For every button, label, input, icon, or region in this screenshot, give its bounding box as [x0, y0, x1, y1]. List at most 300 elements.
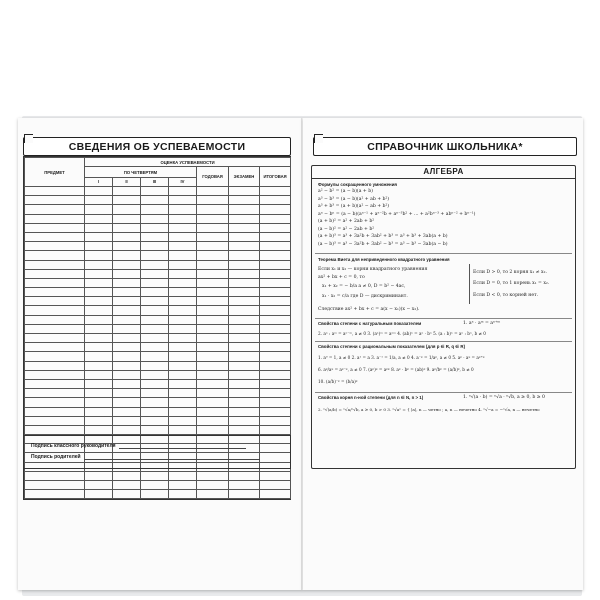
- grade-cell[interactable]: [169, 398, 197, 407]
- grade-cell[interactable]: [141, 288, 169, 297]
- vieta-line-1: Если x₁ и x₂ — корни квадратного уравнения: [318, 267, 428, 272]
- table-row: [25, 205, 291, 214]
- rat-line-2: 6. aᵖ/aᵠ = aᵖ⁻ᵠ, a ≠ 0 7. (aᵖ)ᵠ = aᵖᵠ 8. aᵖ · bᵖ = (ab)ᵖ 9. aᵖ/bᵖ = (a/b)ᵖ, b ≠ 0: [318, 367, 474, 372]
- grade-cell[interactable]: [141, 297, 169, 306]
- subject-cell[interactable]: [25, 361, 85, 370]
- table-row: [25, 242, 291, 251]
- grade-cell[interactable]: [260, 269, 291, 278]
- grade-cell[interactable]: [113, 232, 141, 241]
- grade-cell[interactable]: [260, 490, 291, 499]
- grade-cell[interactable]: [141, 278, 169, 287]
- table-row: [25, 379, 291, 388]
- quarter-2-header: II: [113, 177, 141, 186]
- grade-cell[interactable]: [229, 379, 260, 388]
- grade-cell[interactable]: [113, 297, 141, 306]
- grade-cell[interactable]: [260, 343, 291, 352]
- subject-cell[interactable]: [25, 370, 85, 379]
- algebra-box: [311, 165, 576, 469]
- grades-header: ОЦЕНКА УСПЕВАЕМОСТИ: [85, 158, 291, 167]
- subject-cell[interactable]: [25, 269, 85, 278]
- grade-cell[interactable]: [260, 205, 291, 214]
- grade-cell[interactable]: [141, 232, 169, 241]
- vieta-line-3: x₁ + x₂ = − b/a a ≠ 0, D = b² − 4ac,: [322, 284, 406, 289]
- grade-cell[interactable]: [260, 481, 291, 490]
- grade-cell[interactable]: [169, 379, 197, 388]
- grade-cell[interactable]: [141, 490, 169, 499]
- table-row: [25, 269, 291, 278]
- grade-cell[interactable]: [141, 379, 169, 388]
- grade-cell[interactable]: [169, 370, 197, 379]
- grade-cell[interactable]: [113, 471, 141, 480]
- grade-cell[interactable]: [141, 407, 169, 416]
- grade-cell[interactable]: [229, 324, 260, 333]
- grade-cell[interactable]: [85, 425, 113, 434]
- grade-cell[interactable]: [229, 352, 260, 361]
- grade-cell[interactable]: [85, 343, 113, 352]
- grade-cell[interactable]: [260, 288, 291, 297]
- subject-cell[interactable]: [25, 471, 85, 480]
- grade-cell[interactable]: [85, 315, 113, 324]
- grade-cell[interactable]: [169, 251, 197, 260]
- rat-title: Свойства степени с рациональным показателем (для p ∈ R, q ∈ R): [318, 344, 466, 349]
- subject-cell[interactable]: [25, 343, 85, 352]
- grade-cell[interactable]: [197, 471, 229, 480]
- grade-cell[interactable]: [197, 389, 229, 398]
- grade-cell[interactable]: [197, 251, 229, 260]
- quarter-4-header: IV: [169, 177, 197, 186]
- grade-cell[interactable]: [260, 278, 291, 287]
- subject-cell[interactable]: [25, 242, 85, 251]
- grade-cell[interactable]: [169, 223, 197, 232]
- grade-cell[interactable]: [260, 370, 291, 379]
- grade-cell[interactable]: [197, 334, 229, 343]
- grade-cell[interactable]: [169, 343, 197, 352]
- grade-cell[interactable]: [113, 269, 141, 278]
- grade-cell[interactable]: [141, 334, 169, 343]
- grade-cell[interactable]: [229, 425, 260, 434]
- table-row: [25, 214, 291, 223]
- teacher-signature-label: Подпись классного руководителя: [31, 443, 116, 449]
- grade-cell[interactable]: [197, 214, 229, 223]
- grade-cell[interactable]: [197, 343, 229, 352]
- grade-cell[interactable]: [85, 471, 113, 480]
- grade-cell[interactable]: [197, 196, 229, 205]
- grade-cell[interactable]: [229, 288, 260, 297]
- subject-cell[interactable]: [25, 260, 85, 269]
- grade-cell[interactable]: [85, 242, 113, 251]
- grade-cell[interactable]: [260, 315, 291, 324]
- grade-cell[interactable]: [197, 278, 229, 287]
- grade-cell[interactable]: [141, 205, 169, 214]
- grade-cell[interactable]: [229, 334, 260, 343]
- grade-cell[interactable]: [197, 187, 229, 196]
- grade-cell[interactable]: [260, 297, 291, 306]
- subject-cell[interactable]: [25, 232, 85, 241]
- nat-line-1: 1. aⁿ · aᵐ = aⁿ⁺ᵐ: [463, 321, 501, 326]
- grade-cell[interactable]: [85, 232, 113, 241]
- grade-cell[interactable]: [85, 481, 113, 490]
- table-row: [25, 481, 291, 490]
- grade-cell[interactable]: [197, 379, 229, 388]
- grade-cell[interactable]: [169, 278, 197, 287]
- grade-cell[interactable]: [197, 223, 229, 232]
- grade-cell[interactable]: [229, 416, 260, 425]
- grade-cell[interactable]: [260, 407, 291, 416]
- parents-signature-label: Подпись родителей: [31, 454, 81, 460]
- grade-cell[interactable]: [85, 306, 113, 315]
- table-row: [25, 187, 291, 196]
- grade-cell[interactable]: [260, 471, 291, 480]
- grade-cell[interactable]: [113, 490, 141, 499]
- grade-cell[interactable]: [229, 361, 260, 370]
- grade-cell[interactable]: [197, 260, 229, 269]
- grade-cell[interactable]: [113, 334, 141, 343]
- table-row: [25, 471, 291, 480]
- grade-cell[interactable]: [141, 223, 169, 232]
- grade-cell[interactable]: [169, 334, 197, 343]
- grade-cell[interactable]: [197, 315, 229, 324]
- grade-cell[interactable]: [113, 242, 141, 251]
- separator: [315, 341, 572, 342]
- grade-cell[interactable]: [260, 214, 291, 223]
- grade-cell[interactable]: [229, 398, 260, 407]
- quarter-3-header: III: [141, 177, 169, 186]
- table-row: [25, 425, 291, 434]
- grade-cell[interactable]: [229, 297, 260, 306]
- grade-cell[interactable]: [141, 370, 169, 379]
- grade-cell[interactable]: [197, 288, 229, 297]
- grade-cell[interactable]: [229, 205, 260, 214]
- grade-cell[interactable]: [85, 223, 113, 232]
- subject-cell[interactable]: [25, 278, 85, 287]
- table-row: [25, 196, 291, 205]
- grade-cell[interactable]: [229, 242, 260, 251]
- grade-cell[interactable]: [141, 324, 169, 333]
- grade-cell[interactable]: [85, 407, 113, 416]
- grade-cell[interactable]: [141, 251, 169, 260]
- grade-cell[interactable]: [260, 389, 291, 398]
- grade-cell[interactable]: [169, 297, 197, 306]
- grade-cell[interactable]: [85, 490, 113, 499]
- grade-cell[interactable]: [169, 306, 197, 315]
- table-row: [25, 288, 291, 297]
- grade-cell[interactable]: [141, 389, 169, 398]
- separator: [315, 392, 572, 393]
- subject-cell[interactable]: [25, 334, 85, 343]
- subject-cell[interactable]: [25, 297, 85, 306]
- grade-cell[interactable]: [260, 232, 291, 241]
- grade-cell[interactable]: [229, 490, 260, 499]
- grade-cell[interactable]: [85, 398, 113, 407]
- subject-cell[interactable]: [25, 416, 85, 425]
- rat-line-3: 10. (a/b)⁻ᵖ = (b/a)ᵖ: [318, 379, 358, 384]
- grade-cell[interactable]: [113, 196, 141, 205]
- grade-cell[interactable]: [113, 306, 141, 315]
- root-line-2: 2. ⁿ√(a/b) = ⁿ√a/ⁿ√b, a ≥ 0, b > 0 3. ⁿ√aⁿ = { |a|, n — четно ; a, n — нечетно 4. ⁿ√−a = −ⁿ√a, n — нечетно: [318, 407, 540, 412]
- root-line-1: 1. ⁿ√(a · b) = ⁿ√a · ⁿ√b, a ≥ 0, b ≥ 0: [463, 395, 545, 400]
- grade-cell[interactable]: [113, 214, 141, 223]
- grade-cell[interactable]: [260, 260, 291, 269]
- grade-cell[interactable]: [85, 334, 113, 343]
- grade-cell[interactable]: [85, 187, 113, 196]
- table-row: [25, 398, 291, 407]
- grade-cell[interactable]: [260, 306, 291, 315]
- year-header: ГОДОВАЯ: [197, 167, 229, 187]
- grade-cell[interactable]: [141, 471, 169, 480]
- grade-cell[interactable]: [113, 187, 141, 196]
- grade-cell[interactable]: [85, 205, 113, 214]
- grade-cell[interactable]: [197, 306, 229, 315]
- left-title-box: [23, 137, 291, 156]
- grade-cell[interactable]: [169, 481, 197, 490]
- subject-cell[interactable]: [25, 389, 85, 398]
- subject-cell[interactable]: [25, 315, 85, 324]
- grade-cell[interactable]: [113, 343, 141, 352]
- grade-cell[interactable]: [85, 352, 113, 361]
- subject-cell[interactable]: [25, 379, 85, 388]
- table-row: [25, 416, 291, 425]
- grade-cell[interactable]: [229, 315, 260, 324]
- grade-cell[interactable]: [141, 214, 169, 223]
- grade-cell[interactable]: [169, 324, 197, 333]
- grade-cell[interactable]: [229, 223, 260, 232]
- grade-cell[interactable]: [141, 481, 169, 490]
- grade-cell[interactable]: [260, 251, 291, 260]
- grade-cell[interactable]: [169, 490, 197, 499]
- grade-cell[interactable]: [260, 361, 291, 370]
- grade-cell[interactable]: [141, 352, 169, 361]
- grade-cell[interactable]: [141, 416, 169, 425]
- subject-cell[interactable]: [25, 288, 85, 297]
- formula-4: aⁿ − bⁿ = (a − b)(aⁿ⁻¹ + aⁿ⁻²b + aⁿ⁻³b² + ... + a²bⁿ⁻³ + abⁿ⁻² + bⁿ⁻¹): [318, 211, 476, 217]
- vieta-title: Теорема Виета для неприведенного квадратного уравнения: [318, 257, 450, 262]
- table-row: [25, 370, 291, 379]
- grade-cell[interactable]: [229, 251, 260, 260]
- grade-cell[interactable]: [85, 251, 113, 260]
- subject-header: ПРЕДМЕТ: [25, 158, 85, 187]
- grade-cell[interactable]: [197, 324, 229, 333]
- grade-cell[interactable]: [113, 361, 141, 370]
- grade-cell[interactable]: [85, 361, 113, 370]
- grade-cell[interactable]: [113, 389, 141, 398]
- grade-cell[interactable]: [85, 260, 113, 269]
- exam-header: ЭКЗАМЕН: [229, 167, 260, 187]
- grade-cell[interactable]: [141, 196, 169, 205]
- grade-cell[interactable]: [197, 370, 229, 379]
- table-row: [25, 297, 291, 306]
- grade-cell[interactable]: [229, 389, 260, 398]
- grade-cell[interactable]: [260, 242, 291, 251]
- grade-cell[interactable]: [197, 269, 229, 278]
- formulas-title: Формулы сокращенного умножения: [318, 182, 397, 187]
- grade-cell[interactable]: [229, 278, 260, 287]
- grade-cell[interactable]: [85, 416, 113, 425]
- grade-cell[interactable]: [113, 416, 141, 425]
- subject-cell[interactable]: [25, 223, 85, 232]
- grade-cell[interactable]: [260, 416, 291, 425]
- grade-cell[interactable]: [260, 187, 291, 196]
- subject-cell[interactable]: [25, 214, 85, 223]
- grade-cell[interactable]: [229, 260, 260, 269]
- grade-cell[interactable]: [197, 232, 229, 241]
- vieta-right-1: Если D > 0, то 2 корня x₁ ≠ x₂.: [473, 270, 547, 275]
- nat-title: Свойства степени с натуральным показателем: [318, 321, 422, 326]
- grade-cell[interactable]: [169, 214, 197, 223]
- subject-cell[interactable]: [25, 251, 85, 260]
- table-row: [25, 389, 291, 398]
- grade-cell[interactable]: [141, 343, 169, 352]
- grade-cell[interactable]: [113, 425, 141, 434]
- grade-cell[interactable]: [229, 370, 260, 379]
- grade-cell[interactable]: [141, 260, 169, 269]
- table-row: [25, 490, 291, 499]
- teacher-signature-line[interactable]: [31, 443, 246, 449]
- grade-cell[interactable]: [113, 398, 141, 407]
- grade-cell[interactable]: [229, 306, 260, 315]
- formula-8: (a − b)³ = a³ − 3a²b + 3ab² − b³ = a³ − b³ − 3ab(a − b): [318, 241, 448, 247]
- grade-cell[interactable]: [141, 425, 169, 434]
- subject-cell[interactable]: [25, 352, 85, 361]
- grade-cell[interactable]: [260, 223, 291, 232]
- grade-cell[interactable]: [169, 352, 197, 361]
- grade-cell[interactable]: [169, 471, 197, 480]
- table-row: [25, 315, 291, 324]
- grade-cell[interactable]: [85, 389, 113, 398]
- subject-cell[interactable]: [25, 187, 85, 196]
- grade-cell[interactable]: [169, 389, 197, 398]
- grade-cell[interactable]: [85, 269, 113, 278]
- grade-cell[interactable]: [141, 187, 169, 196]
- table-row: [25, 278, 291, 287]
- grade-cell[interactable]: [229, 407, 260, 416]
- grade-cell[interactable]: [260, 352, 291, 361]
- subject-cell[interactable]: [25, 425, 85, 434]
- grade-cell[interactable]: [169, 196, 197, 205]
- vieta-line-4: x₁ · x₂ = c/a где D — дискриминант.: [322, 294, 408, 299]
- subject-cell[interactable]: [25, 407, 85, 416]
- grade-cell[interactable]: [141, 242, 169, 251]
- subject-cell[interactable]: [25, 196, 85, 205]
- grade-cell[interactable]: [113, 481, 141, 490]
- grade-cell[interactable]: [169, 361, 197, 370]
- grade-cell[interactable]: [260, 398, 291, 407]
- grade-cell[interactable]: [113, 288, 141, 297]
- grade-cell[interactable]: [197, 205, 229, 214]
- grade-cell[interactable]: [169, 269, 197, 278]
- grade-cell[interactable]: [141, 306, 169, 315]
- grade-cell[interactable]: [113, 205, 141, 214]
- grade-cell[interactable]: [197, 398, 229, 407]
- subject-cell[interactable]: [25, 205, 85, 214]
- grade-cell[interactable]: [169, 425, 197, 434]
- table-row: [25, 361, 291, 370]
- grade-cell[interactable]: [85, 278, 113, 287]
- subject-cell[interactable]: [25, 490, 85, 499]
- grade-cell[interactable]: [141, 315, 169, 324]
- grade-cell[interactable]: [229, 232, 260, 241]
- grade-cell[interactable]: [169, 407, 197, 416]
- vieta-line-2: ax² + bx + c = 0, то: [318, 275, 365, 280]
- grade-cell[interactable]: [141, 361, 169, 370]
- grade-cell[interactable]: [197, 361, 229, 370]
- grade-cell[interactable]: [260, 196, 291, 205]
- grade-cell[interactable]: [197, 352, 229, 361]
- signature-box: [23, 435, 291, 469]
- grade-cell[interactable]: [85, 297, 113, 306]
- vieta-right-3: Если D < 0, то корней нет.: [473, 293, 539, 298]
- table-row: [25, 232, 291, 241]
- grade-cell[interactable]: [229, 187, 260, 196]
- grade-cell[interactable]: [169, 416, 197, 425]
- grade-cell[interactable]: [169, 232, 197, 241]
- grade-cell[interactable]: [197, 242, 229, 251]
- grade-cell[interactable]: [85, 379, 113, 388]
- grade-cell[interactable]: [197, 425, 229, 434]
- grade-cell[interactable]: [229, 269, 260, 278]
- grade-cell[interactable]: [85, 214, 113, 223]
- grade-cell[interactable]: [197, 297, 229, 306]
- grade-cell[interactable]: [113, 324, 141, 333]
- subject-cell[interactable]: [25, 398, 85, 407]
- grade-cell[interactable]: [229, 343, 260, 352]
- grade-cell[interactable]: [169, 260, 197, 269]
- grade-cell[interactable]: [113, 352, 141, 361]
- grade-cell[interactable]: [113, 379, 141, 388]
- grade-cell[interactable]: [197, 481, 229, 490]
- grade-cell[interactable]: [169, 315, 197, 324]
- grade-cell[interactable]: [229, 481, 260, 490]
- separator: [315, 318, 572, 319]
- grade-cell[interactable]: [113, 370, 141, 379]
- grade-cell[interactable]: [169, 288, 197, 297]
- grade-cell[interactable]: [141, 269, 169, 278]
- grade-cell[interactable]: [260, 425, 291, 434]
- grade-cell[interactable]: [197, 407, 229, 416]
- formula-1: a² − b² = (a − b)(a + b): [318, 189, 373, 194]
- grade-cell[interactable]: [85, 196, 113, 205]
- grade-cell[interactable]: [169, 205, 197, 214]
- grade-cell[interactable]: [229, 471, 260, 480]
- grade-cell[interactable]: [113, 278, 141, 287]
- grade-cell[interactable]: [113, 223, 141, 232]
- vieta-divider: [469, 264, 470, 304]
- subject-cell[interactable]: [25, 324, 85, 333]
- grade-cell[interactable]: [229, 196, 260, 205]
- grade-cell[interactable]: [85, 370, 113, 379]
- grade-cell[interactable]: [113, 407, 141, 416]
- subject-cell[interactable]: [25, 306, 85, 315]
- subject-cell[interactable]: [25, 481, 85, 490]
- grade-cell[interactable]: [260, 324, 291, 333]
- grade-cell[interactable]: [229, 214, 260, 223]
- grade-cell[interactable]: [85, 288, 113, 297]
- grade-cell[interactable]: [260, 334, 291, 343]
- nat-line-2: 2. aⁿ : aᵐ = aⁿ⁻ᵐ, a ≠ 0 3. (aⁿ)ᵐ = aⁿᵐ 4. (ab)ⁿ = aⁿ · bⁿ 5. (a : b)ⁿ = aⁿ : bⁿ, b ≠ 0: [318, 331, 486, 336]
- table-row: [25, 251, 291, 260]
- grade-cell[interactable]: [260, 379, 291, 388]
- grade-cell[interactable]: [197, 490, 229, 499]
- parents-signature-line[interactable]: [31, 454, 260, 460]
- grade-cell[interactable]: [113, 315, 141, 324]
- grade-cell[interactable]: [197, 416, 229, 425]
- algebra-title: АЛГЕБРА: [312, 167, 575, 176]
- grade-cell[interactable]: [169, 187, 197, 196]
- grade-cell[interactable]: [85, 324, 113, 333]
- grade-cell[interactable]: [113, 260, 141, 269]
- grade-cell[interactable]: [141, 398, 169, 407]
- grade-cell[interactable]: [113, 251, 141, 260]
- grade-cell[interactable]: [169, 242, 197, 251]
